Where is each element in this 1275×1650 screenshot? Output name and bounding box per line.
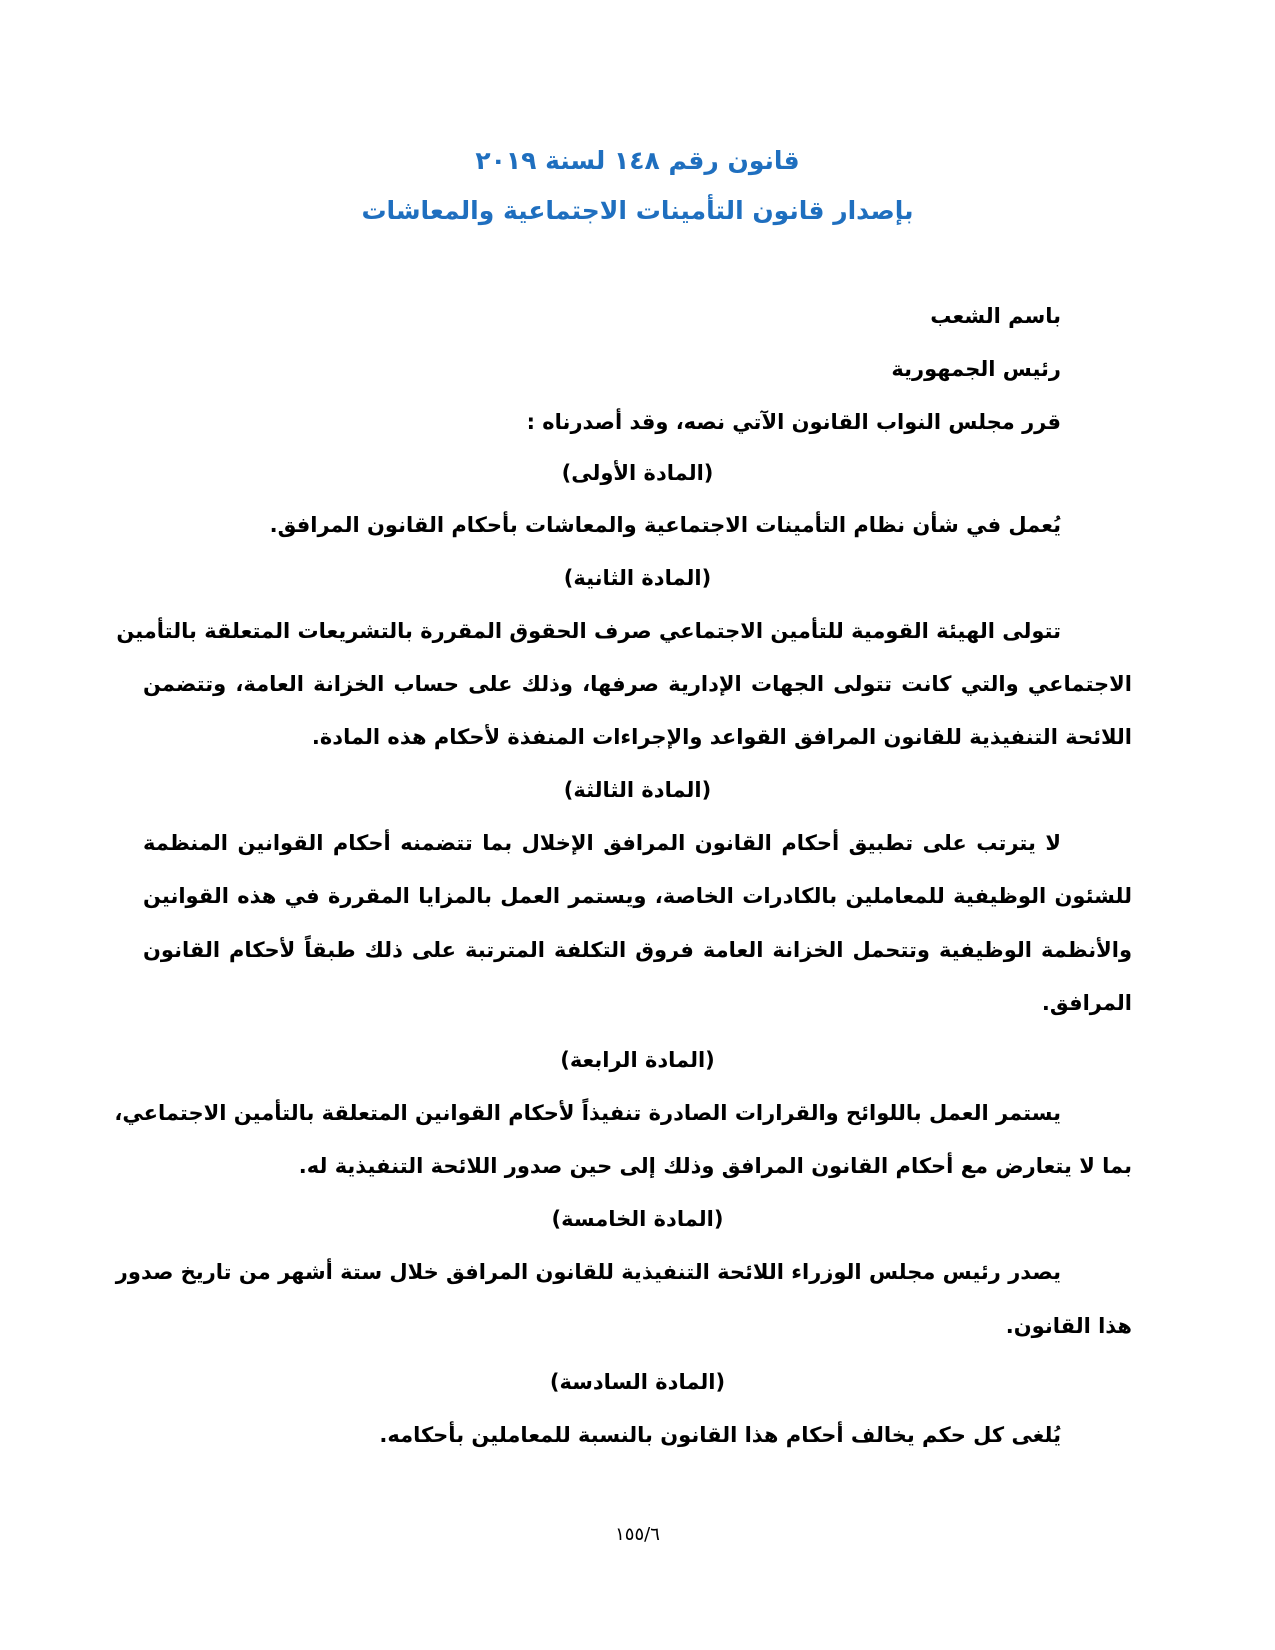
article-2-line-1: تتولى الهيئة القومية للتأمين الاجتماعي صرف الحقوق المقررة بالتشريعات المتعلقة بالتأمين	[116, 619, 1061, 643]
article-3-line-3: والأنظمة الوظيفية وتتحمل الخزانة العامة فروق التكلفة المترتبة على ذلك طبقاً لأحكام القانون	[143, 938, 1132, 962]
law-title: قانون رقم ١٤٨ لسنة ٢٠١٩	[475, 146, 800, 175]
article-3-line-2: للشئون الوظيفية للمعاملين بالكادرات الخاصة، ويستمر العمل بالمزايا المقررة في هذه القوانين	[143, 884, 1132, 908]
article-4-line-1: يستمر العمل باللوائح والقرارات الصادرة تنفيذاً لأحكام القوانين المتعلقة بالتأمين الاجتماعي،	[114, 1101, 1061, 1125]
preamble-line-1: باسم الشعب	[930, 304, 1061, 328]
article-2-heading: (المادة الثانية)	[563, 566, 712, 590]
article-2-line-3: اللائحة التنفيذية للقانون المرافق القواعد والإجراءات المنفذة لأحكام هذه المادة.	[311, 725, 1132, 749]
article-1-line-1: يُعمل في شأن نظام التأمينات الاجتماعية والمعاشات بأحكام القانون المرافق.	[269, 513, 1061, 537]
article-2-line-2: الاجتماعي والتي كانت تتولى الجهات الإدارية صرفها، وذلك على حساب الخزانة العامة، وتتضمن	[143, 672, 1132, 696]
article-5-line-2: هذا القانون.	[1005, 1314, 1132, 1338]
article-4-heading: (المادة الرابعة)	[560, 1048, 715, 1072]
preamble-line-3: قرر مجلس النواب القانون الآتي نصه، وقد أصدرناه :	[526, 410, 1061, 434]
article-3-line-1: لا يترتب على تطبيق أحكام القانون المرافق الإخلال بما تتضمنه أحكام القوانين المنظمة	[143, 831, 1061, 855]
article-5-line-1: يصدر رئيس مجلس الوزراء اللائحة التنفيذية للقانون المرافق خلال ستة أشهر من تاريخ صدور	[115, 1260, 1061, 1284]
article-4-line-2: بما لا يتعارض مع أحكام القانون المرافق وذلك إلى حين صدور اللائحة التنفيذية له.	[298, 1154, 1132, 1178]
article-3-heading: (المادة الثالثة)	[563, 778, 712, 802]
article-6-heading: (المادة السادسة)	[549, 1370, 726, 1394]
page-number: ١٥٥/٦	[615, 1524, 660, 1545]
article-6-line-1: يُلغى كل حكم يخالف أحكام هذا القانون بالنسبة للمعاملين بأحكامه.	[379, 1423, 1061, 1447]
article-1-heading: (المادة الأولى)	[561, 461, 714, 485]
preamble-line-2: رئيس الجمهورية	[891, 357, 1061, 381]
law-subtitle: بإصدار قانون التأمينات الاجتماعية والمعاشات	[361, 196, 914, 225]
article-5-heading: (المادة الخامسة)	[551, 1207, 724, 1231]
article-3-line-4: المرافق.	[1041, 991, 1132, 1015]
